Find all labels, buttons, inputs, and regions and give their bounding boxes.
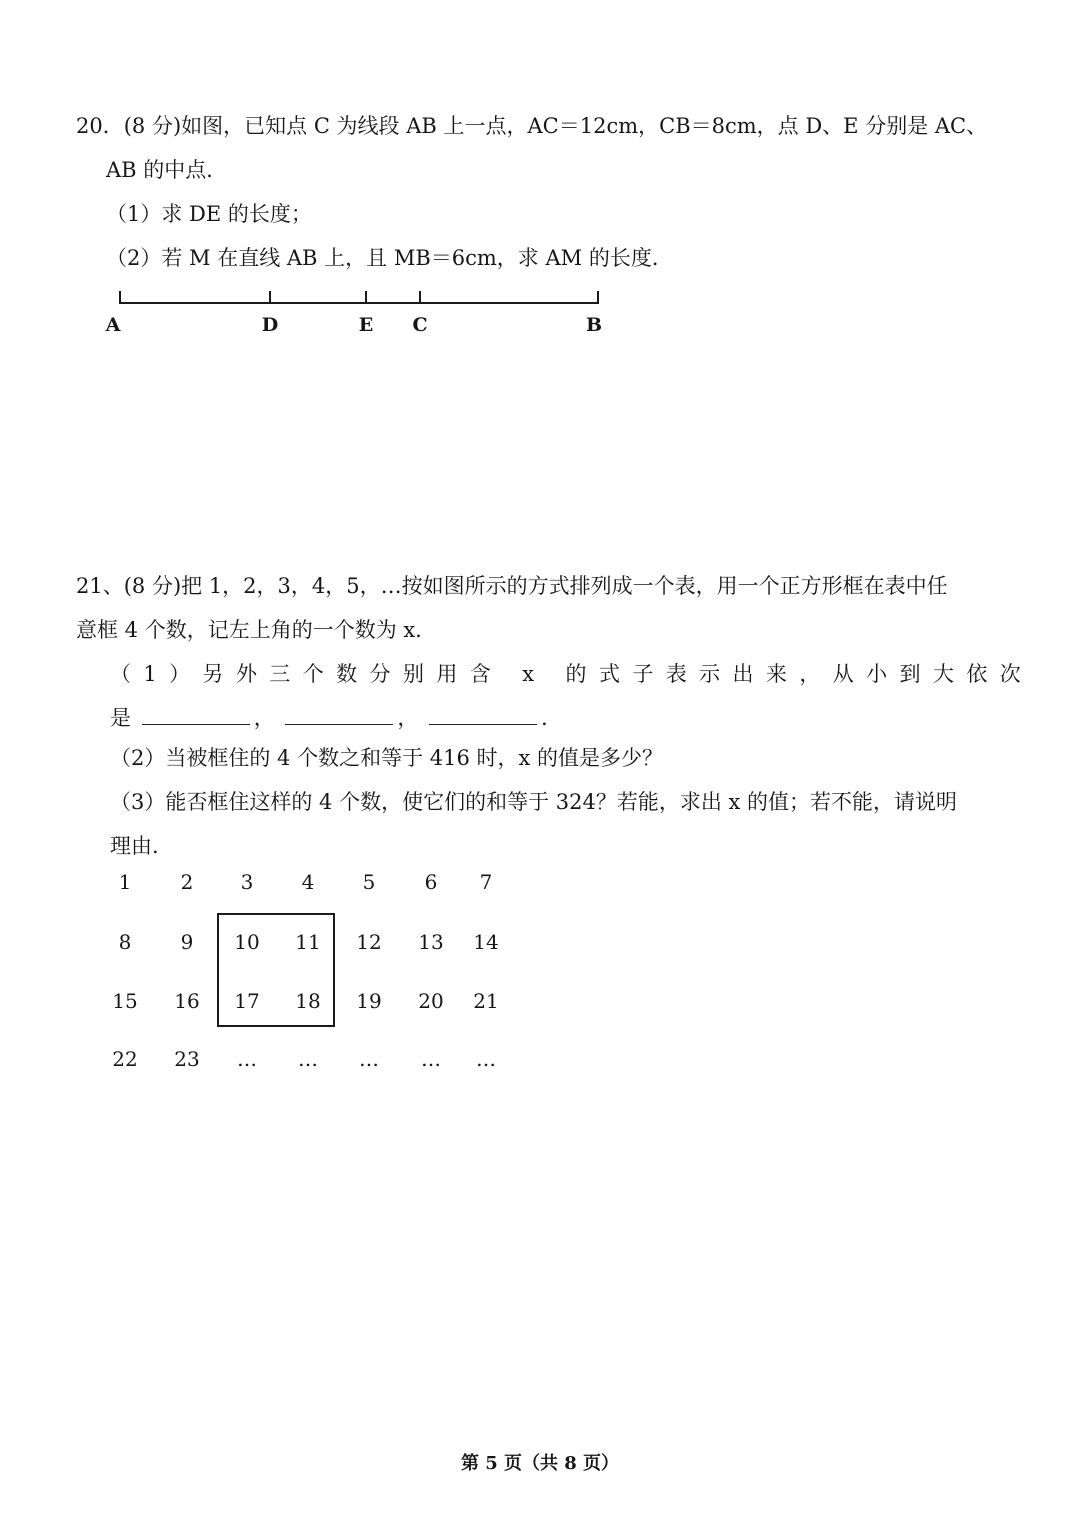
table-cell: 16 (174, 989, 200, 1013)
q21-part3-line2 (110, 836, 173, 857)
label-a: A (105, 314, 121, 336)
q20-line1-text: 20．(8 分)如图，已知点 C 为线段 AB 上一点，AC＝12cm，CB＝8cm，点 D、E 分别是 AC、 (76, 114, 988, 138)
table-cell: 12 (356, 930, 382, 954)
q20-line2-text: AB 的中点． (106, 158, 228, 182)
table-cell: 20 (418, 989, 444, 1013)
q21-part3-line1 (110, 792, 957, 813)
label-d: D (261, 314, 279, 336)
answer-blank-3[interactable] (429, 706, 537, 725)
table-cell: 2 (180, 870, 194, 894)
q21-part1-line1 (110, 664, 1033, 685)
table-cell: 9 (180, 930, 194, 954)
q21-part1-answer-line (110, 706, 562, 729)
segment-diagram (0, 0, 1080, 400)
table-cell: 22 (112, 1047, 138, 1071)
table-cell: … (298, 1047, 318, 1071)
table-cell: 1 (118, 870, 132, 894)
table-cell: 8 (118, 930, 132, 954)
table-cell: 18 (295, 989, 321, 1013)
table-cell: 4 (301, 870, 315, 894)
table-cell: 23 (174, 1047, 200, 1071)
table-cell: 6 (424, 870, 438, 894)
table-cell: 10 (234, 930, 260, 954)
q20-part2-text: （2）若 M 在直线 AB 上，且 MB＝6cm，求 AM 的长度． (106, 246, 673, 270)
q21-line1 (76, 576, 948, 597)
answer-end: ． (541, 706, 563, 730)
q20-part1-text: （1）求 DE 的长度； (106, 202, 312, 226)
answer-blank-1[interactable] (142, 706, 250, 725)
table-cell: 17 (234, 989, 260, 1013)
table-cell: 3 (240, 870, 254, 894)
q21-line1-text: 21、(8 分)把 1，2，3，4，5，…按如图所示的方式排列成一个表，用一个正方形框在表中任 (76, 574, 948, 598)
q21-part2-text: （2）当被框住的 4 个数之和等于 416 时，x 的值是多少？ (110, 746, 664, 770)
label-c: C (412, 314, 428, 336)
table-cell: … (476, 1047, 496, 1071)
table-cell: 19 (356, 989, 382, 1013)
answer-blank-2[interactable] (285, 706, 393, 725)
label-b: B (585, 314, 603, 336)
table-cell: … (359, 1047, 379, 1071)
q21-line2-text: 意框 4 个数，记左上角的一个数为 x． (76, 618, 437, 642)
table-cell: 14 (473, 930, 499, 954)
label-e: E (358, 314, 374, 336)
table-cell: 13 (418, 930, 444, 954)
q21-part3-text-2: 理由． (110, 834, 173, 858)
q21-part1-prefix: 是 (110, 706, 131, 730)
table-cell: 15 (112, 989, 138, 1013)
answer-sep-2: ， (397, 706, 419, 730)
q21-part3-text: （3）能否框住这样的 4 个数，使它们的和等于 324？若能，求出 x 的值；若不能，请说明 (110, 790, 958, 814)
answer-sep-1: ， (253, 706, 275, 730)
square-frame (217, 913, 335, 1027)
table-cell: … (237, 1047, 257, 1071)
table-cell: 21 (473, 989, 499, 1013)
q21-part1-text: （1）另外三个数分别用含 x 的式子表示出来，从小到大依次 (110, 662, 1034, 686)
page-footer: 第 5 页（共 8 页） (460, 1453, 620, 1474)
table-cell: 7 (479, 870, 493, 894)
table-cell: 5 (362, 870, 376, 894)
table-cell: … (421, 1047, 441, 1071)
q21-line2 (76, 620, 436, 641)
table-cell: 11 (295, 930, 321, 954)
q21-part2 (110, 748, 663, 769)
